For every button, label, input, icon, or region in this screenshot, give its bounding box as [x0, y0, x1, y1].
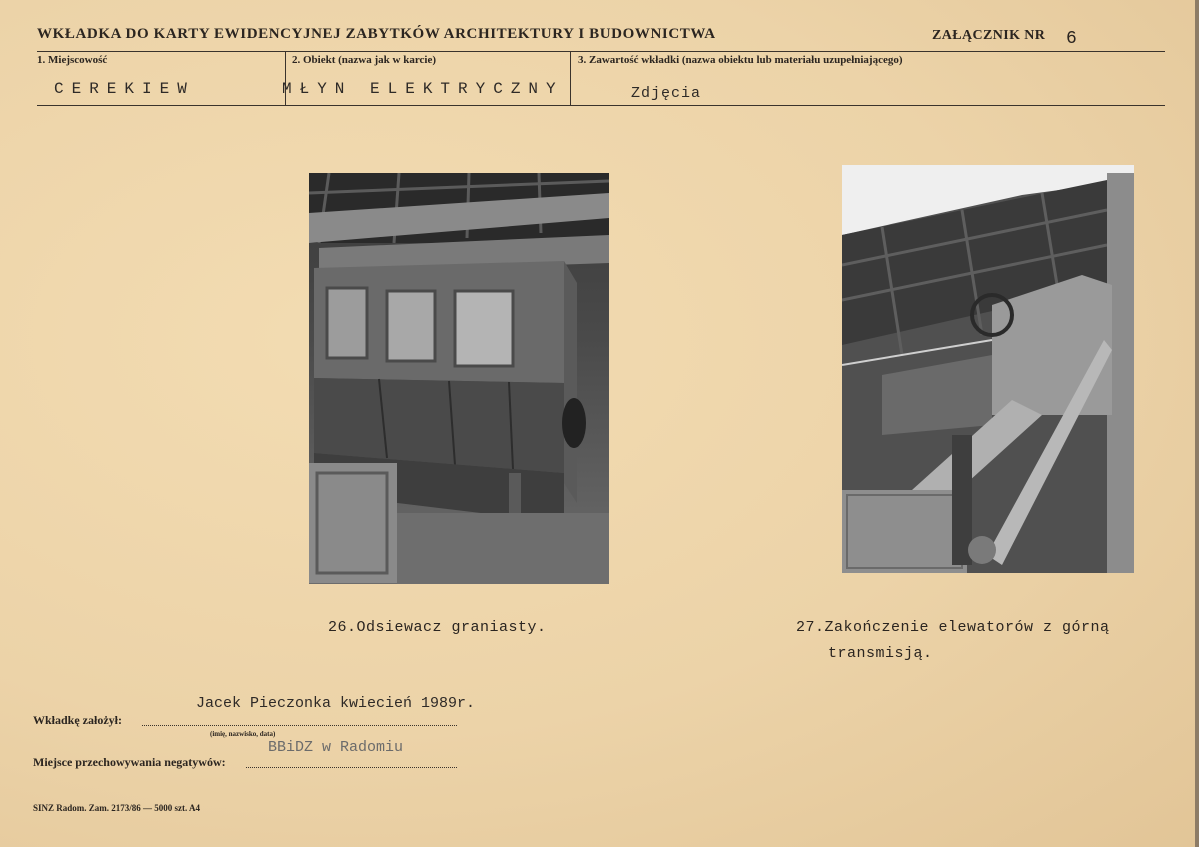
locality-value: CEREKIEW	[54, 80, 195, 98]
print-info: SINZ Radom. Zam. 2173/86 — 5000 szt. A4	[33, 803, 201, 813]
storage-dotted-line	[246, 767, 457, 768]
photo-sifter-caption: 26.Odsiewacz graniasty.	[328, 619, 547, 636]
photo-elevators	[842, 165, 1134, 573]
field-divider-2	[570, 51, 571, 106]
content-label: 3. Zawartość wkładki (nazwa obiektu lub materiału uzupełniającego)	[578, 54, 903, 66]
sheet-edge	[1195, 0, 1199, 847]
header-rule-bottom	[37, 105, 1165, 106]
elevators-photo-image	[842, 165, 1134, 573]
form-title: WKŁADKA DO KARTY EWIDENCYJNEJ ZABYTKÓW ARCHITEKTURY I BUDOWNICTWA	[37, 26, 716, 42]
object-label: 2. Obiekt (nazwa jak w karcie)	[292, 54, 437, 66]
photo-sifter	[309, 173, 609, 584]
author-label: Wkładkę założył:	[33, 713, 122, 727]
content-value: Zdjęcia	[631, 85, 702, 102]
photo-elevators-caption-line1: 27.Zakończenie elewatorów z górną	[796, 619, 1110, 636]
sifter-photo-image	[309, 173, 609, 584]
author-hint: (imię, nazwisko, data)	[210, 730, 276, 738]
author-value: Jacek Pieczonka kwiecień 1989r.	[196, 695, 476, 712]
storage-value: BBiDZ w Radomiu	[268, 739, 404, 756]
header-rule-top	[37, 51, 1165, 52]
object-value: MŁYN ELEKTRYCZNY	[282, 80, 564, 98]
locality-label: 1. Miejscowość	[37, 54, 108, 66]
storage-label: Miejsce przechowywania negatywów:	[33, 755, 226, 769]
photo-elevators-caption-line2: transmisją.	[828, 645, 933, 662]
author-dotted-line	[142, 725, 457, 726]
attachment-label: ZAŁĄCZNIK NR	[932, 28, 1046, 43]
attachment-number: 6	[1066, 29, 1077, 49]
